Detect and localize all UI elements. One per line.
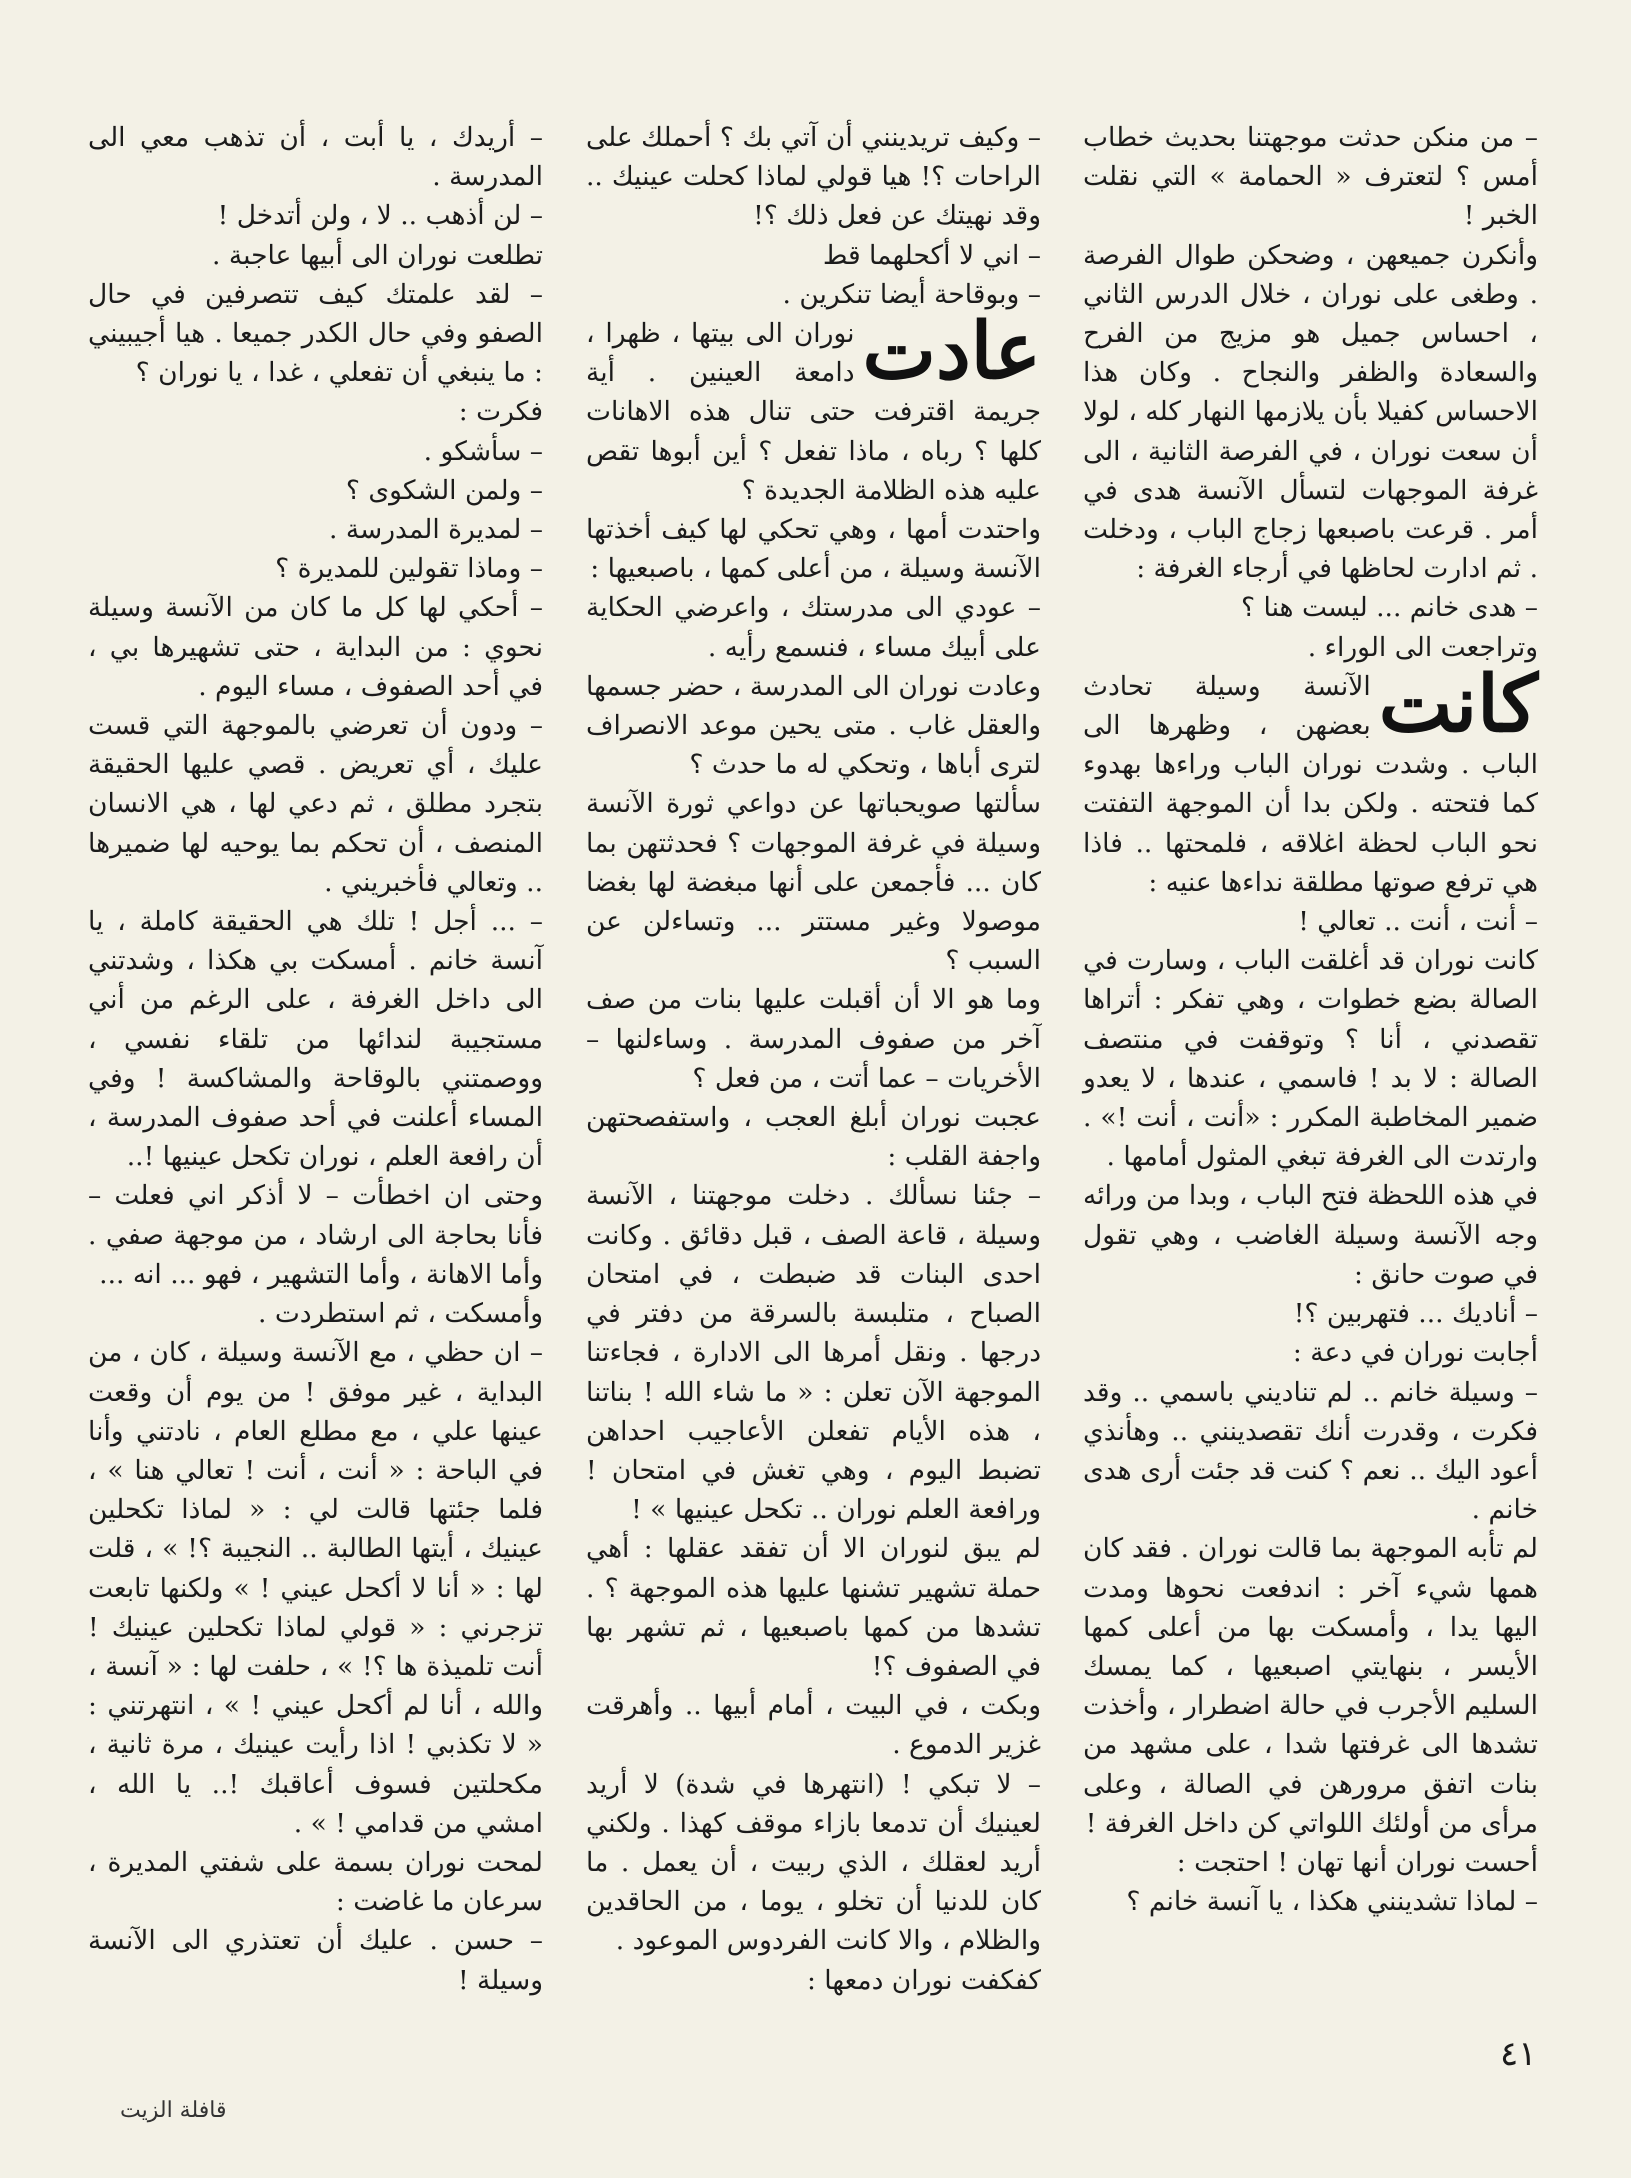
magazine-footer: قافلة الزيت bbox=[120, 2098, 227, 2123]
paragraph: – اني لا أكحلهما قط bbox=[822, 239, 1041, 271]
paragraph: – حسن . عليك أن تعتذري الى الآنسة وسيلة ! bbox=[88, 1925, 543, 1996]
paragraph: – ان حظي ، مع الآنسة وسيلة ، كان ، من البداية ، غير موفق ! من يوم أن وقعت عينها علي ، مع مطلع العام ، نادتني وأنا في الباحة : « أنت ، أنت ! تعالي هنا » ، فلما جئتها قالت لي : « لماذا تكحلين عينيك ، أيتها الطالبة .. النجيبة ؟! » ، قلت لها : « أنا لا أكحل عيني ! » ولكنها تابعت تزجرني : « قولي لماذا تكحلين عينيك ! أنت تلميذة ها ؟! » ، حلفت لها : « آنسة ، والله ، أنا لم أكحل عيني ! » ، انتهرتني : « لا تكذبي ! اذا رأيت عينيك ، مرة ثانية ، مكحلتين فسوف أعاقبك !.. يا الله ، امشي من قدامي ! » . bbox=[88, 1337, 543, 1839]
paragraph: فكرت : bbox=[458, 396, 543, 428]
paragraph: – ودون أن تعرضي بالموجهة التي قست عليك ، أي تعريض . قصي عليها الحقيقة بتجرد مطلق ، ثم دعي لها ، هي الانسان المنصف ، أن تحكم بما يوحيه لها ضميرها .. وتعالي فأخبريني . bbox=[88, 710, 543, 898]
paragraph: كانت نوران قد أغلقت الباب ، وسارت في الصالة بضع خطوات ، وهي تفكر : أتراها تقصدني ، أنا ؟ وتوقفت في منتصف الصالة : لا بد ! فاسمي ، عندها ، لا يعدو ضمير المخاطبة المكرر : «أنت ، أنت !» . وارتدت الى الغرفة تبغي المثول أمامها . bbox=[1083, 945, 1538, 1173]
paragraph: تطلعت نوران الى أبيها عاجبة . bbox=[212, 239, 543, 271]
text-column-right bbox=[1083, 118, 1538, 1921]
paragraph: لم تأبه الموجهة بما قالت نوران . فقد كان همها شيء آخر : اندفعت نحوها ومدت اليها يدا ، وأمسكت بها من أعلى كمها الأيسر ، بنهايتي اصبعيها ، كما يمسك السليم الأجرب في حالة اضطرار ، وأخذت تشدها الى غرفتها شدا ، على مشهد من بنات اتفق مرورهن في الصالة ، وعلى مرأى من أولئك اللواتي كن داخل الغرفة ! bbox=[1083, 1533, 1538, 1839]
paragraph: وعادت نوران الى المدرسة ، حضر جسمها والعقل غاب . متى يحين موعد الانصراف لترى أباها ، وتحكي له ما حدث ؟ bbox=[586, 670, 1041, 781]
paragraph: – لماذا تشدينني هكذا ، يا آنسة خانم ؟ bbox=[1126, 1886, 1538, 1918]
paragraph: – أناديك ... فتهربين ؟! bbox=[1293, 1298, 1538, 1330]
paragraph: – وكيف تريدينني أن آتي بك ؟ أحملك على الراحات ؟! هيا قولي لماذا كحلت عينيك .. وقد نهيتك عن فعل ذلك ؟! bbox=[586, 122, 1041, 232]
paragraph: – لا تبكي ! (انتهرها في شدة) لا أريد لعينيك أن تدمعا بازاء موقف كهذا . ولكني أريد لعقلك ، الذي ربيت ، أن يعمل . ما كان للدنيا أن تخلو ، يوما ، من الحاقدين والظلام ، والا كانت الفردوس الموعود . bbox=[586, 1768, 1041, 1957]
paragraph: واحتدت أمها ، وهي تحكي لها كيف أخذتها الآنسة وسيلة ، من أعلى كمها ، باصبعيها : bbox=[586, 514, 1041, 585]
paragraph: وأنكرن جميعهن ، وضحكن طوال الفرصة . وطغى على نوران ، خلال الدرس الثاني ، احساس جميل هو مزيج من الفرح والسعادة والظفر والنجاح . وكان هذا الاحساس كفيلا بأن يلازمها النهار كله ، لولا أن سعت نوران ، في الفرصة الثانية ، الى غرفة الموجهات لتسأل الآنسة هدى في أمر . قرعت باصبعها زجاج الباب ، ودخلت . ثم ادارت لحاظها في أرجاء الغرفة : bbox=[1083, 239, 1538, 585]
paragraph: وحتى ان اخطأت – لا أذكر اني فعلت – فأنا بحاجة الى ارشاد ، من موجهة صفي . وأما الاهانة ، وأما التشهير ، فهو ... انه ... bbox=[88, 1180, 543, 1290]
paragraph: – ولمن الشكوى ؟ bbox=[345, 474, 543, 506]
paragraph: عجبت نوران أبلغ العجب ، واستفصحتهن واجفة القلب : bbox=[586, 1102, 1041, 1173]
paragraph: أجابت نوران في دعة : bbox=[1292, 1337, 1538, 1369]
paragraph: كفكفت نوران دمعها : bbox=[806, 1964, 1041, 1996]
text-column-left bbox=[88, 118, 543, 2000]
paragraph: لمحت نوران بسمة على شفتي المديرة ، سرعان ما غاضت : bbox=[88, 1846, 543, 1918]
paragraph-text: نوران الى بيتها ، ظهرا ، دامعة العينين . أية جريمة اقترفت حتى تنال هذه الاهانات كلها ؟ رباه ، ماذا تفعل ؟ أين أبوها تقص عليه هذه الظلامة الجديدة ؟ bbox=[586, 318, 1041, 506]
paragraph: – وماذا تقولين للمديرة ؟ bbox=[275, 553, 543, 585]
paragraph: – ... أجل ! تلك هي الحقيقة كاملة ، يا آنسة خانم . أمسكت بي هكذا ، وشدتني الى داخل الغرفة ، على الرغم من أني مستجيبة لندائها من تلقاء نفسي ، ووصمتني بالوقاحة والمشاكسة ! وفي المساء أعلنت في أحد صفوف المدرسة ، أن رافعة العلم ، نوران تكحل عينيها !.. bbox=[88, 906, 543, 1173]
paragraph: وأمسكت ، ثم استطردت . bbox=[257, 1298, 543, 1330]
paragraph: وبكت ، في البيت ، أمام أبيها .. وأهرقت غزير الدموع . bbox=[586, 1690, 1041, 1761]
paragraph: – هدى خانم ... ليست هنا ؟ bbox=[1241, 592, 1538, 624]
paragraph: في هذه اللحظة فتح الباب ، وبدا من ورائه وجه الآنسة وسيلة الغاضب ، وهي تقول في صوت حانق : bbox=[1083, 1180, 1538, 1290]
paragraph: وما هو الا أن أقبلت عليها بنات من صف آخر من صفوف المدرسة . وساءلنها – الأخريات – عما أتت ، من فعل ؟ bbox=[586, 984, 1041, 1094]
paragraph: – عودي الى مدرستك ، واعرضي الحكاية على أبيك مساء ، فنسمع رأيه . bbox=[586, 592, 1041, 663]
paragraph: أحست نوران أنها تهان ! احتجت : bbox=[1176, 1846, 1538, 1878]
paragraph: سألتها صويحباتها عن دواعي ثورة الآنسة وسيلة في غرفة الموجهات ؟ فحدثتهن بما كان ... فأجمعن على أنها مبغضة لها بغضا موصولا وغير مستتر ... وتساءلن عن السبب ؟ bbox=[586, 788, 1041, 977]
paragraph: – أحكي لها كل ما كان من الآنسة وسيلة نحوي : من البداية ، حتى تشهيرها بي ، في أحد الصفوف ، مساء اليوم . bbox=[88, 592, 543, 702]
text-column-middle bbox=[586, 118, 1041, 2000]
paragraph: – وبوقاحة أيضا تنكرين . bbox=[782, 278, 1041, 310]
paragraph: – سأشكو . bbox=[423, 435, 543, 467]
dropcap-word: عادت bbox=[862, 306, 1041, 398]
paragraph: – أنت ، أنت .. تعالي ! bbox=[1298, 906, 1538, 938]
paragraph: – لن أذهب .. لا ، ولن أتدخل ! bbox=[217, 200, 543, 232]
dropcap-word: كانت bbox=[1378, 658, 1538, 750]
paragraph bbox=[1083, 658, 1538, 902]
paragraph: – لقد علمتك كيف تتصرفين في حال الصفو وفي حال الكدر جميعا . هيا أجيبيني : ما ينبغي أن تفعلي ، غدا ، يا نوران ؟ bbox=[88, 278, 543, 389]
paragraph: – جئنا نسألك . دخلت موجهتنا ، الآنسة وسيلة ، قاعة الصف ، قبل دقائق . وكانت احدى البنات قد ضبطت ، في امتحان الصباح ، متلبسة بالسرقة من دفتر في درجها . ونقل أمرها الى الادارة ، فجاءتنا الموجهة الآن تعلن : « ما شاء الله ! بناتنا ، هذه الأيام تفعلن الأعاجيب احداهن تضبط اليوم ، وهي تغش في امتحان ! ورافعة العلم نوران .. تكحل عينيها » ! bbox=[586, 1180, 1041, 1526]
paragraph: – أريدك ، يا أبت ، أن تذهب معي الى المدرسة . bbox=[88, 122, 543, 193]
paragraph: – وسيلة خانم .. لم تناديني باسمي .. وقد فكرت ، وقدرت أنك تقصدينني .. وهأنذي أعود اليك .. نعم ؟ كنت قد جئت أرى هدى خانم . bbox=[1083, 1376, 1538, 1526]
paragraph bbox=[586, 306, 1041, 510]
paragraph-text: الآنسة وسيلة تحادث بعضهن ، وظهرها الى الباب . وشدت نوران الباب وراءها بهدوء كما فتحته . ولكن بدا أن الموجهة التفتت نحو الباب لحظة اغلاقه ، فلمحتها .. فاذا هي ترفع صوتها مطلقة نداءها عنيه : bbox=[1083, 670, 1538, 898]
paragraph: لم يبق لنوران الا أن تفقد عقلها : أهي حملة تشهير تشنها عليها هذه الموجهة ؟ . تشدها من كمها باصبعيها ، ثم تشهر بها في الصفوف ؟! bbox=[586, 1533, 1041, 1682]
paragraph: – من منكن حدثت موجهتنا بحديث خطاب أمس ؟ لتعترف « الحمامة » التي نقلت الخبر ! bbox=[1083, 122, 1538, 232]
page-number: ٤١ bbox=[1500, 2034, 1537, 2074]
paragraph: وتراجعت الى الوراء . bbox=[1307, 631, 1538, 663]
paragraph: – لمديرة المدرسة . bbox=[328, 514, 543, 546]
